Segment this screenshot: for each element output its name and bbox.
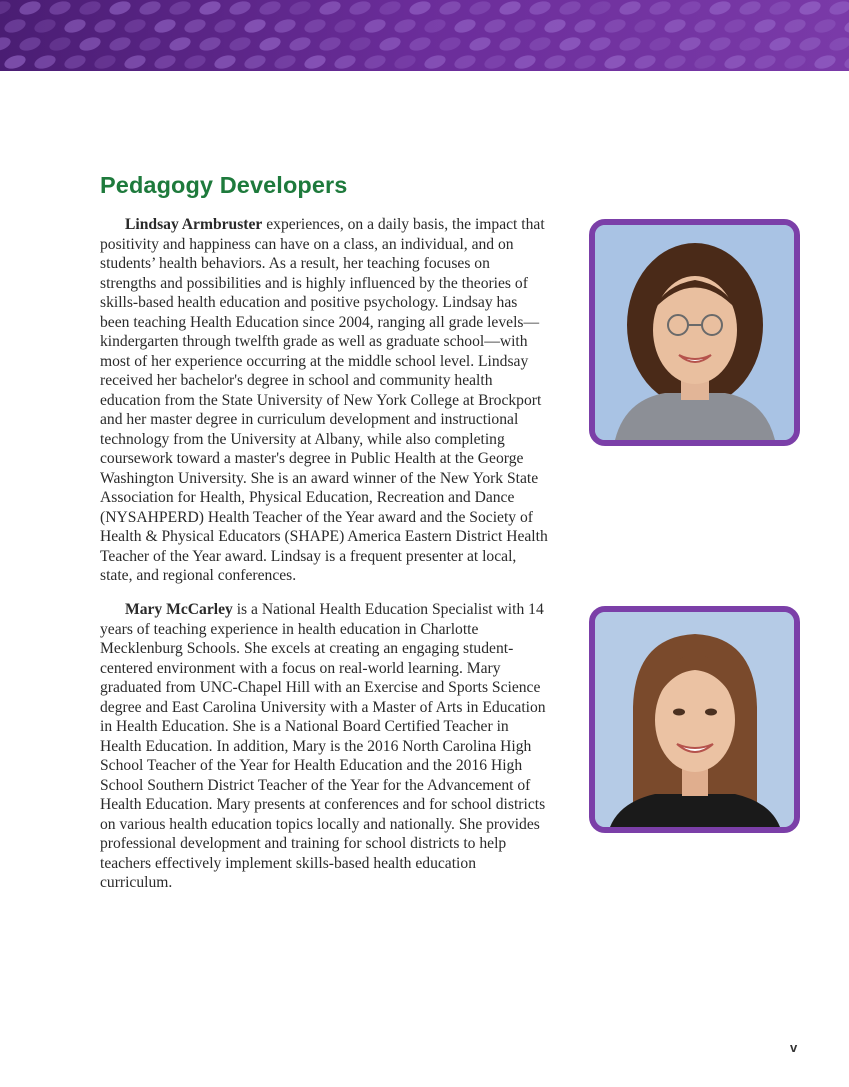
developer-name: Lindsay Armbruster <box>125 216 263 233</box>
decorative-header-banner <box>0 0 849 71</box>
developer-photo-lindsay <box>589 219 800 446</box>
developer-name: Mary McCarley <box>125 601 233 618</box>
developer-photo-mary <box>589 606 800 833</box>
developer-bio-lindsay <box>100 215 550 586</box>
developer-bio-text: experiences, on a daily basis, the impact that positivity and happiness can have on a class, an individual, and on students’ health behaviors. As a result, her teaching focuses on strengths and possibilities and is highly influenced by the theories of skills-based health education and positive psychology. Lindsay has been teaching Health Education since 2004, ranging all grade levels—kindergarten through twelfth grade as well as graduate school—with most of her experience occurring at the middle school level. Lindsay received her bachelor's degree in school and community health education from the State University of New York College at Brockport and her master degree in curriculum development and instructional technology from the University at Albany, while also completing coursework toward a master's degree in Public Health at the George Washington University. She is an award winner of the New York State Association for Health, Physical Education, Recreation and Dance (NYSAHPERD) Health Teacher of the Year award and the Society of Health & Physical Educators (SHAPE) America Eastern District Health Teacher of the Year award. Lindsay is a frequent presenter at local, state, and regional conferences. <box>100 216 548 584</box>
developer-bio-mary <box>100 600 550 893</box>
page-number: v <box>790 1040 798 1055</box>
section-title: Pedagogy Developers <box>100 172 348 198</box>
developer-bio-text: is a National Health Education Specialist with 14 years of teaching experience in health education in Charlotte Mecklenburg Schools. She excels at creating an engaging student-centered environment with a focus on real-world learning. Mary graduated from UNC-Chapel Hill with an Exercise and Sports Science degree and East Carolina University with a Master of Arts in Education in Health Education. She is a National Board Certified Teacher in Health Education. In addition, Mary is the 2016 North Carolina High School Teacher of the Year for Health Education and the 2016 High School Southern District Teacher of the Year for the Advancement of Health Education. Mary presents at conferences and for school districts on various health education topics locally and nationally. She provides professional development and training for school districts to help teachers effectively implement skills-based health education curriculum. <box>100 601 546 891</box>
